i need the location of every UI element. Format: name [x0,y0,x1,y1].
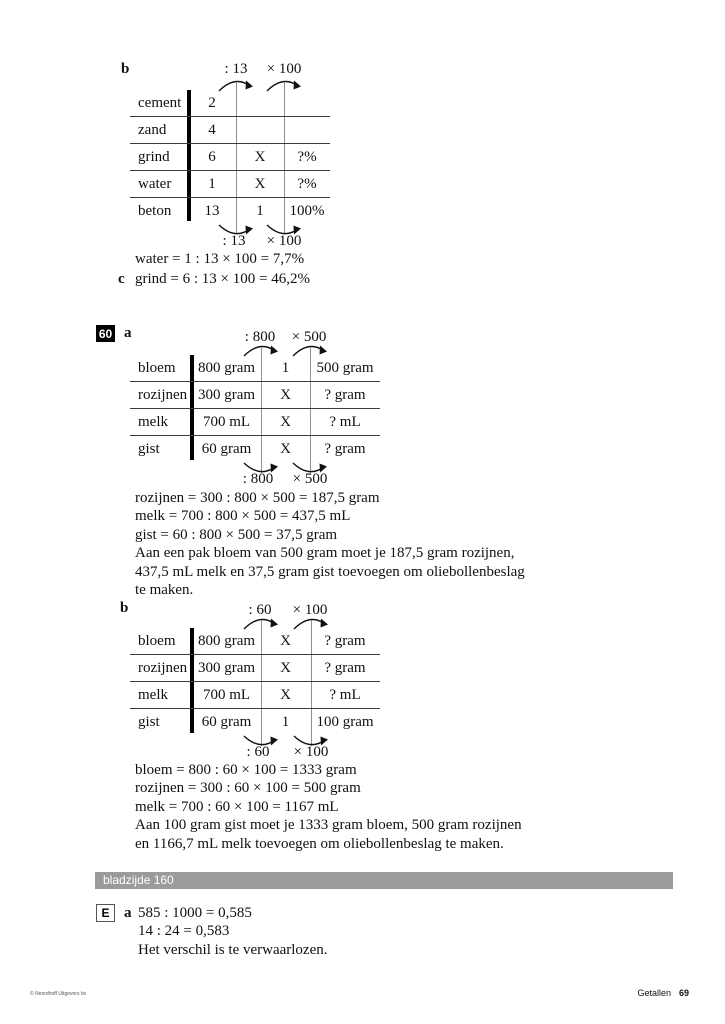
table-row [130,655,380,682]
row-label: melk [138,686,168,703]
multiply-operation-label: × 100 [293,744,329,760]
answer-text: melk = 700 : 800 × 500 = 437,5 mL [135,508,351,525]
row-label: rozijnen [138,659,188,676]
answer-line [118,250,310,270]
table-cell: ? mL [329,413,361,430]
answer-text: 437,5 mL melk en 37,5 gram gist toevoegen om oliebollenbeslag [135,563,525,580]
row-label: beton [138,202,172,219]
table-cell: 500 gram [316,359,374,376]
table-row [130,436,380,462]
answer-text: te maken. [135,582,194,599]
divide-operation-label: : 60 [248,602,272,618]
table-cell: X [280,386,291,403]
answer-text: gist = 60 : 800 × 500 = 37,5 gram [135,526,338,543]
table-cell: 800 gram [197,632,256,649]
answer-text: rozijnen = 300 : 60 × 100 = 500 gram [135,780,361,797]
table-cell: 6 [208,148,216,165]
divide-operation-label: : 800 [244,329,276,345]
row-label: grind [138,148,170,165]
answer-text: rozijnen = 300 : 800 × 500 = 187,5 gram [135,490,380,506]
table-cell: 1 [281,713,290,730]
table-cell: 1 [256,202,264,219]
table-row [130,171,330,198]
page-reference-label: bladzijde 160 [103,873,174,887]
answer-text: 14 : 24 = 0,583 [138,923,230,940]
table-cell: 13 [204,202,220,219]
multiply-operation-label: × 100 [292,602,328,618]
subquestion-letter-c: c [118,270,125,287]
answer-block [138,904,328,959]
row-label: water [138,175,172,192]
divide-operation-label: : 13 [222,233,246,249]
table-cell: ? gram [324,659,366,676]
table-cell: 300 gram [197,659,256,676]
table-row [130,628,380,655]
table-cell: ? gram [324,386,366,403]
table-cell: ?% [297,148,317,165]
answer-block [135,761,522,853]
table-cell: 4 [208,121,216,138]
answer-text: Aan 100 gram gist moet je 1333 gram bloem, 500 gram rozijnen [135,817,522,834]
ratio-table-cement [130,62,335,254]
answer-text: grind = 6 : 13 × 100 = 46,2% [135,270,310,287]
table-cell: X [254,175,266,192]
table-grid [130,90,330,224]
row-label: melk [138,413,168,430]
table-row [130,198,330,224]
answer-block [118,250,310,289]
divide-operation-label: : 13 [224,61,248,77]
answer-text: Aan een pak bloem van 500 gram moet je 187,5 gram rozijnen, [135,545,515,562]
exercise-number-badge: 60 [96,325,115,342]
subquestion-letter-b: b [121,61,130,77]
subquestion-letter-b: b [120,600,129,616]
table-cell: 1 [281,359,290,376]
subquestion-letter-a: a [124,905,132,921]
table-row [130,355,380,382]
ratio-table-oliebollen-b [130,603,385,765]
table-row [130,144,330,171]
table-cell: 1 [208,175,216,192]
table-cell: ?% [297,175,317,192]
divide-operation-label: : 60 [246,744,270,760]
answer-line [118,270,310,290]
answer-text: 585 : 1000 = 0,585 [138,905,252,921]
table-cell: X [280,659,291,676]
table-cell: 100% [289,202,325,219]
answer-text: water = 1 : 13 × 100 = 7,7% [135,251,305,267]
answer-text: bloem = 800 : 60 × 100 = 1333 gram [135,762,357,778]
multiply-operation-label: × 100 [266,233,302,249]
table-row [130,409,380,436]
table-row [130,117,330,144]
row-label: zand [138,121,167,138]
answer-text: Het verschil is te verwaarlozen. [138,941,328,958]
multiply-operation-label: × 500 [292,471,328,487]
subquestion-letter-a: a [124,325,132,341]
table-cell: X [280,632,291,649]
multiply-operation-label: × 500 [291,329,327,345]
chapter-title: Getallen [637,988,671,998]
table-cell: X [280,413,291,430]
table-row [130,90,330,117]
row-label: rozijnen [138,386,188,403]
row-label: bloem [138,632,176,649]
table-cell: 60 gram [201,440,252,457]
row-label: gist [138,440,160,457]
table-row [130,709,380,735]
page-footer [637,988,689,998]
table-cell: 800 gram [197,359,256,376]
ratio-table-oliebollen-a [130,330,385,492]
answer-block [135,489,525,599]
table-cell: X [254,148,266,165]
table-cell: 2 [208,94,216,111]
table-grid [130,628,380,735]
table-cell: 700 mL [202,413,251,430]
table-cell: 300 gram [197,386,256,403]
page-reference-bar [95,872,673,889]
page-number: 69 [678,988,689,998]
table-cell: ? gram [324,440,366,457]
row-label: bloem [138,359,176,376]
table-cell: ? gram [324,632,366,649]
row-label: cement [138,94,182,111]
answer-text: en 1166,7 mL melk toevoegen om oliebollenbeslag te maken. [135,835,504,852]
subquestion-letter [118,250,135,270]
table-cell: 700 mL [202,686,251,703]
table-grid [130,355,380,462]
table-cell: 60 gram [201,713,252,730]
table-row [130,382,380,409]
exercise-letter-badge: E [96,904,115,922]
answer-text: melk = 700 : 60 × 100 = 1167 mL [135,798,339,815]
divide-operation-label: : 800 [242,471,274,487]
table-cell: 100 gram [316,713,374,730]
multiply-operation-label: × 100 [266,61,302,77]
table-row [130,682,380,709]
row-label: gist [138,713,160,730]
table-cell: X [280,686,291,703]
table-cell: X [280,440,291,457]
table-cell: ? mL [329,686,361,703]
copyright-notice: © Noordhoff Uitgevers bv [30,991,87,997]
